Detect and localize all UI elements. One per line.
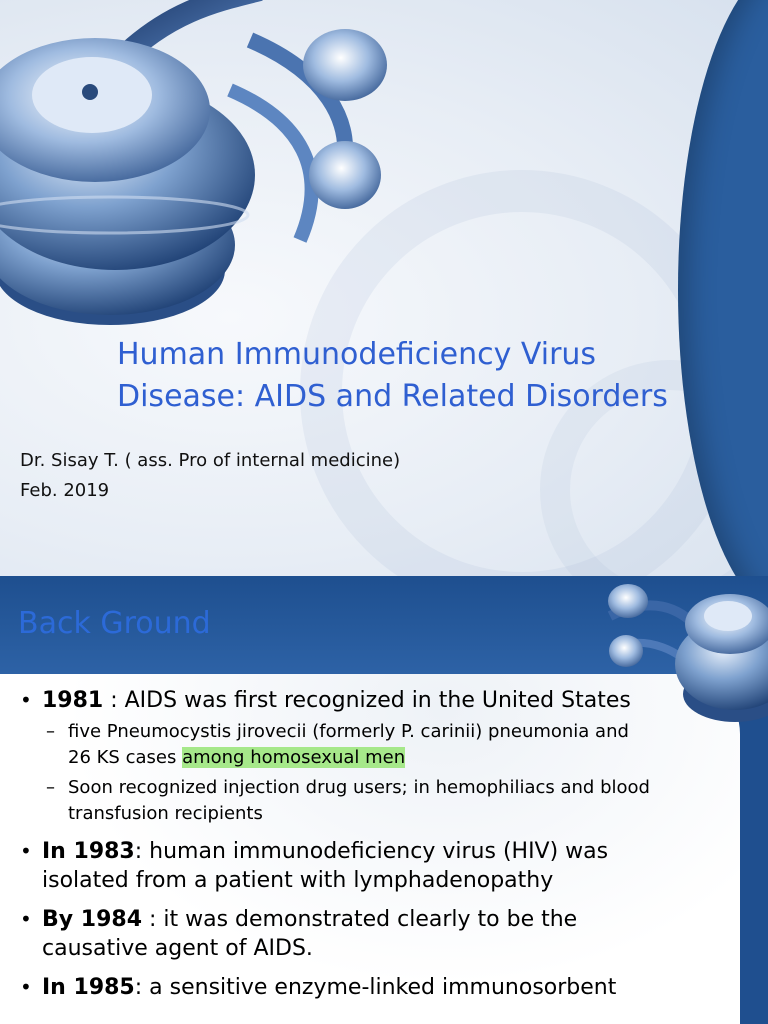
author-text: Dr. Sisay T. ( ass. Pro of internal medicine) (20, 450, 401, 471)
sub-list (42, 719, 650, 827)
bullet-year: By 1984 (42, 907, 142, 932)
bullet-list (0, 676, 650, 1002)
list-item (0, 837, 650, 895)
date-text: Feb. 2019 (20, 480, 110, 501)
title-line-1: Human Immunodeficiency Virus (117, 337, 597, 372)
sub-text: five Pneumocystis jirovecii (formerly P. carinii) pneumonia and 26 KS cases (68, 721, 629, 768)
bullet-text: : a sensitive enzyme-linked immunosorbent (134, 975, 617, 1000)
subtitle-block (20, 446, 520, 506)
bullet-year: 1981 (42, 688, 104, 713)
list-item (0, 973, 650, 1002)
slide-heading: Back Ground (18, 606, 211, 641)
title-line-2: Disease: AIDS and Related Disorders (117, 379, 668, 414)
bullet-year: In 1985 (42, 975, 135, 1000)
highlighted-text: among homosexual men (182, 747, 406, 768)
page-title (117, 334, 757, 418)
sub-list-item (42, 719, 650, 771)
background-slide (0, 576, 768, 1024)
bullet-text: : it was demonstrated clearly to be the causative agent of AIDS. (42, 907, 578, 961)
bullet-text: : AIDS was first recognized in the United States (103, 688, 631, 713)
list-item (0, 905, 650, 963)
stethoscope-icon (0, 0, 430, 340)
list-item (0, 686, 650, 827)
bullet-text: : human immunodeficiency virus (HIV) was isolated from a patient with lymphadenopathy (42, 839, 609, 893)
sub-list-item: – Soon recognized injection drug users; in hemophiliacs and blood transfusion recipients (42, 775, 650, 827)
bullet-year: In 1983 (42, 839, 135, 864)
